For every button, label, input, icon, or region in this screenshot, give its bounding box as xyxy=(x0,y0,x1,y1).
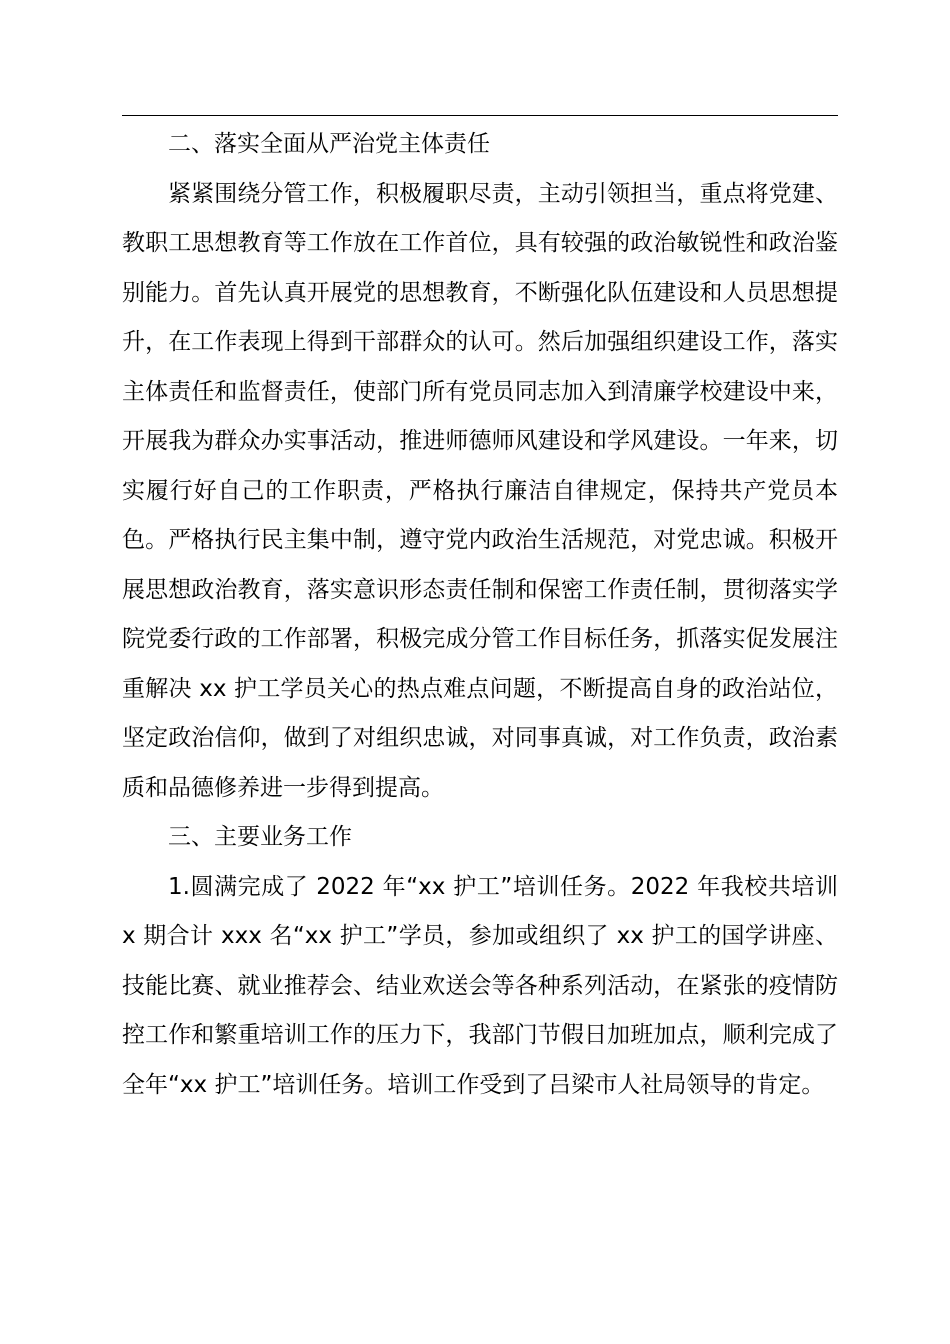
section-2-paragraph: 紧紧围绕分管工作，积极履职尽责，主动引领担当，重点将党建、教职工思想教育等工作放在工作首位，具有较强的政治敏锐性和政治鉴别能力。首先认真开展党的思想教育，不断强化队伍建设和人员思想提升，在工作表现上得到干部群众的认可。然后加强组织建设工作，落实主体责任和监督责任，使部门所有党员同志加入到清廉学校建设中来，开展我为群众办实事活动，推进师德师风建设和学风建设。一年来，切实履行好自己的工作职责，严格执行廉洁自律规定，保持共产党员本色。严格执行民主集中制，遵守党内政治生活规范，对党忠诚。积极开展思想政治教育，落实意识形态责任制和保密工作责任制，贯彻落实学院党委行政的工作部署，积极完成分管工作目标任务，抓落实促发展注重解决 xx 护工学员关心的热点难点问题，不断提高自身的政治站位，坚定政治信仰，做到了对组织忠诚，对同事真诚，对工作负责，政治素质和品德修养进一步得到提高。 xyxy=(122,180,838,801)
section-2-heading: 二、落实全面从严治党主体责任 xyxy=(168,131,490,157)
document-body xyxy=(122,120,838,1110)
section-3-heading: 三、主要业务工作 xyxy=(168,824,352,850)
section-3-paragraph: 1.圆满完成了 2022 年“xx 护工”培训任务。2022 年我校共培训 x 期合计 xxx 名“xx 护工”学员，参加或组织了 xx 护工的国学讲座、技能比赛、就业推荐会、结业欢送会等各种系列活动，在紧张的疫情防控工作和繁重培训工作的压力下，我部门节假日加班加点，顺利完成了全年“xx 护工”培训任务。培训工作受到了吕梁市人社局领导的肯定。 xyxy=(122,873,838,1098)
header-rule xyxy=(122,115,838,116)
